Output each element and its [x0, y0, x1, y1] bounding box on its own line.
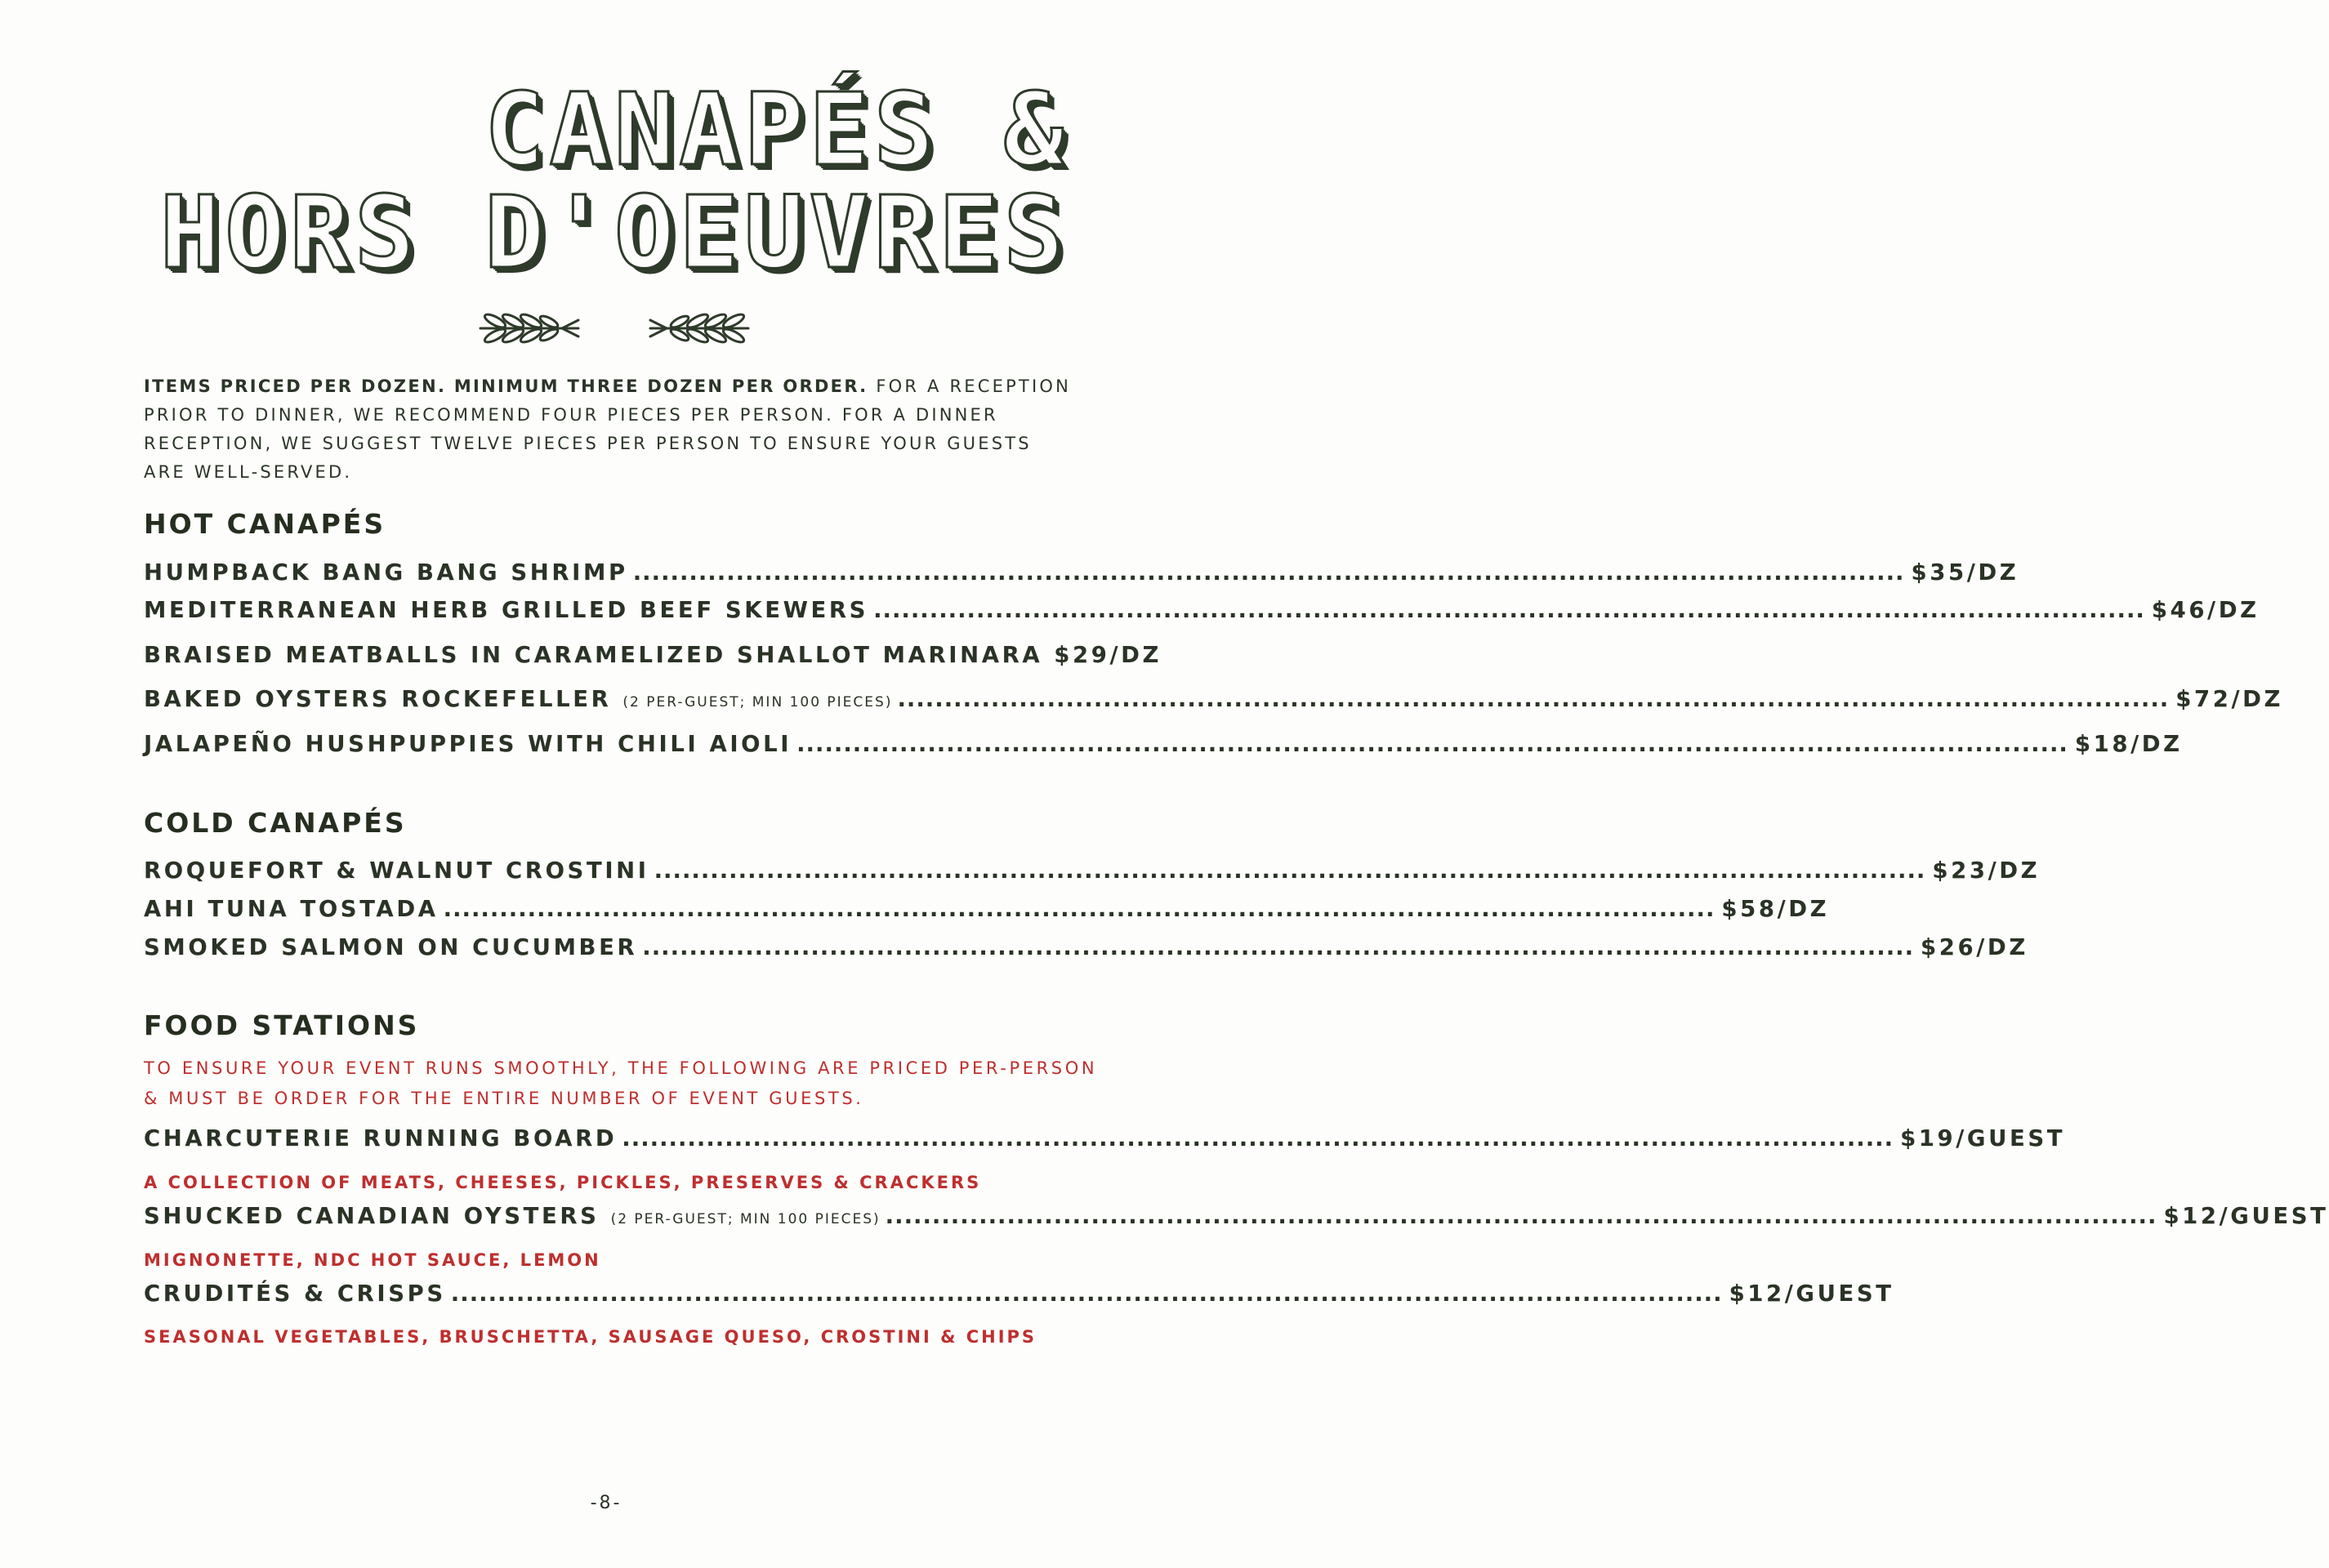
item-note: (2 PER-GUEST; MIN 100 PIECES)	[610, 1211, 881, 1227]
dot-leader	[654, 858, 1926, 884]
section-title-stations: FOOD STATIONS	[144, 1009, 420, 1041]
menu-item	[144, 858, 2041, 890]
dot-leader	[633, 559, 1905, 586]
menu-item	[144, 1281, 1894, 1313]
dot-leader	[451, 1281, 1723, 1307]
page-title-line-2: HORS D'OEUVRES	[159, 175, 1069, 291]
item-name: CRUDITÉS & CRISPS	[144, 1281, 446, 1307]
item-name: HUMPBACK BANG BANG SHRIMP	[144, 559, 628, 586]
stations-note-line-1: TO ENSURE YOUR EVENT RUNS SMOOTHLY, THE FOLLOWING ARE PRICED PER-PERSON	[144, 1058, 1098, 1078]
item-price: $72/DZ	[2175, 686, 2284, 712]
menu-item	[144, 559, 2019, 592]
menu-item	[144, 686, 2284, 719]
page-number: -8-	[590, 1493, 622, 1513]
item-name: CHARCUTERIE RUNNING BOARD	[144, 1125, 618, 1152]
menu-item	[144, 597, 2260, 630]
menu-item	[144, 896, 1830, 929]
sprig-right-icon	[647, 309, 752, 348]
item-description: MIGNONETTE, NDC HOT SAUCE, LEMON	[144, 1250, 601, 1270]
item-price: $12/GUEST	[2163, 1203, 2329, 1229]
dot-leader	[897, 686, 2169, 712]
section-title-cold: COLD CANAPÉS	[144, 807, 407, 839]
sprig-left-icon	[477, 309, 582, 348]
item-price: $12/GUEST	[1729, 1281, 1894, 1307]
item-name: JALAPEÑO HUSHPUPPIES WITH CHILI AIOLI	[144, 731, 792, 757]
menu-item	[144, 642, 1162, 675]
item-price: $19/GUEST	[1900, 1125, 2066, 1152]
menu-item	[144, 1125, 2066, 1158]
dot-leader	[873, 597, 2145, 623]
intro-text: FOR A RECEPTION PRIOR TO DINNER, WE RECOMMEND FOUR PIECES PER PERSON. FOR A DINNER RECEPTION, WE SUGGEST TWELVE PIECES PER PERSON TO ENSURE YOUR GUESTS ARE WELL-SERVED.	[144, 376, 1071, 482]
dot-leader	[642, 934, 1914, 960]
item-price: $29/DZ	[1054, 642, 1162, 668]
item-price: $18/DZ	[2074, 731, 2183, 757]
item-price: $35/DZ	[1911, 559, 2019, 586]
item-price: $26/DZ	[1921, 934, 2028, 960]
menu-item	[144, 731, 2183, 764]
dot-leader	[796, 731, 2068, 757]
item-price: $23/DZ	[1932, 858, 2041, 884]
item-name: MEDITERRANEAN HERB GRILLED BEEF SKEWERS	[144, 597, 869, 623]
menu-item	[144, 934, 2028, 967]
stations-note-line-2: & MUST BE ORDER FOR THE ENTIRE NUMBER OF EVENT GUESTS.	[144, 1089, 864, 1108]
item-price: $46/DZ	[2151, 597, 2260, 623]
item-description: A COLLECTION OF MEATS, CHEESES, PICKLES, PRESERVES & CRACKERS	[144, 1173, 982, 1192]
intro-bold-text: ITEMS PRICED PER DOZEN. MINIMUM THREE DOZEN PER ORDER.	[144, 376, 868, 396]
menu-item	[144, 1203, 2329, 1236]
item-name: BAKED OYSTERS ROCKEFELLER	[144, 686, 612, 712]
item-note: (2 PER-GUEST; MIN 100 PIECES)	[622, 694, 893, 710]
dot-leader	[886, 1203, 2157, 1229]
dot-leader	[444, 896, 1716, 922]
item-name: ROQUEFORT & WALNUT CROSTINI	[144, 858, 649, 884]
item-name: SMOKED SALMON ON CUCUMBER	[144, 934, 638, 960]
intro-paragraph	[144, 372, 1071, 487]
item-description: SEASONAL VEGETABLES, BRUSCHETTA, SAUSAGE QUESO, CROSTINI & CHIPS	[144, 1327, 1037, 1347]
item-name: AHI TUNA TOSTADA	[144, 896, 439, 922]
item-name: SHUCKED CANADIAN OYSTERS	[144, 1203, 600, 1229]
page-title-line-1: CANAPÉS &	[484, 72, 1069, 188]
item-price: $58/DZ	[1721, 896, 1830, 922]
dot-leader	[622, 1125, 1894, 1152]
section-title-hot: HOT CANAPÉS	[144, 508, 386, 540]
stations-note	[144, 1054, 1097, 1114]
item-name: BRAISED MEATBALLS IN CARAMELIZED SHALLOT MARINARA	[144, 642, 1043, 668]
